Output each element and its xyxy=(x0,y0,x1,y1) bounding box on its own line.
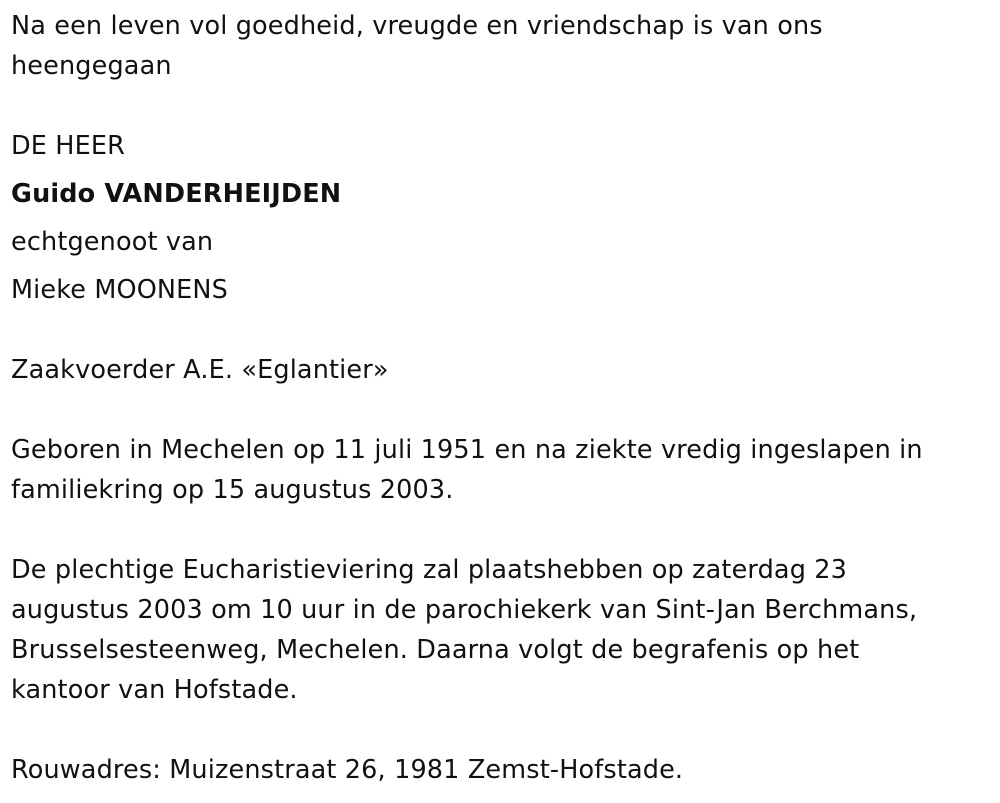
relation-text: echtgenoot van xyxy=(11,227,214,257)
birth-death-line-1: Geboren in Mechelen op 11 juli 1951 en na ziekte vredig ingeslapen in xyxy=(11,435,923,465)
birth-death-paragraph xyxy=(11,430,990,510)
spacer xyxy=(11,390,990,430)
intro-line-1: Na een leven vol goedheid, vreugde en vriendschap is van ons xyxy=(11,11,823,41)
ceremony-paragraph xyxy=(11,550,990,710)
spouse-name: Mieke MOONENS xyxy=(11,275,228,305)
intro-line-2: heengegaan xyxy=(11,51,172,81)
occupation-text: Zaakvoerder A.E. «Eglantier» xyxy=(11,355,389,385)
spacer xyxy=(11,510,990,550)
spacer xyxy=(11,86,990,126)
spacer xyxy=(11,710,990,750)
honorific-title: DE HEER xyxy=(11,131,126,161)
spacer xyxy=(11,310,990,350)
deceased-name: Guido VANDERHEIJDEN xyxy=(11,179,342,209)
ceremony-line-3: Brusselsesteenweg, Mechelen. Daarna volgt de begrafenis op het xyxy=(11,635,860,665)
ceremony-line-1: De plechtige Eucharistieviering zal plaatshebben op zaterdag 23 xyxy=(11,555,848,585)
ceremony-line-4: kantoor van Hofstade. xyxy=(11,675,298,705)
mourning-address: Rouwadres: Muizenstraat 26, 1981 Zemst-Hofstade. xyxy=(11,755,684,785)
deceased-block xyxy=(11,126,990,310)
ceremony-line-2: augustus 2003 om 10 uur in de parochiekerk van Sint-Jan Berchmans, xyxy=(11,595,918,625)
intro-paragraph xyxy=(11,6,990,86)
birth-death-line-2: familiekring op 15 augustus 2003. xyxy=(11,475,454,505)
address-paragraph xyxy=(11,750,990,790)
occupation-paragraph xyxy=(11,350,990,390)
